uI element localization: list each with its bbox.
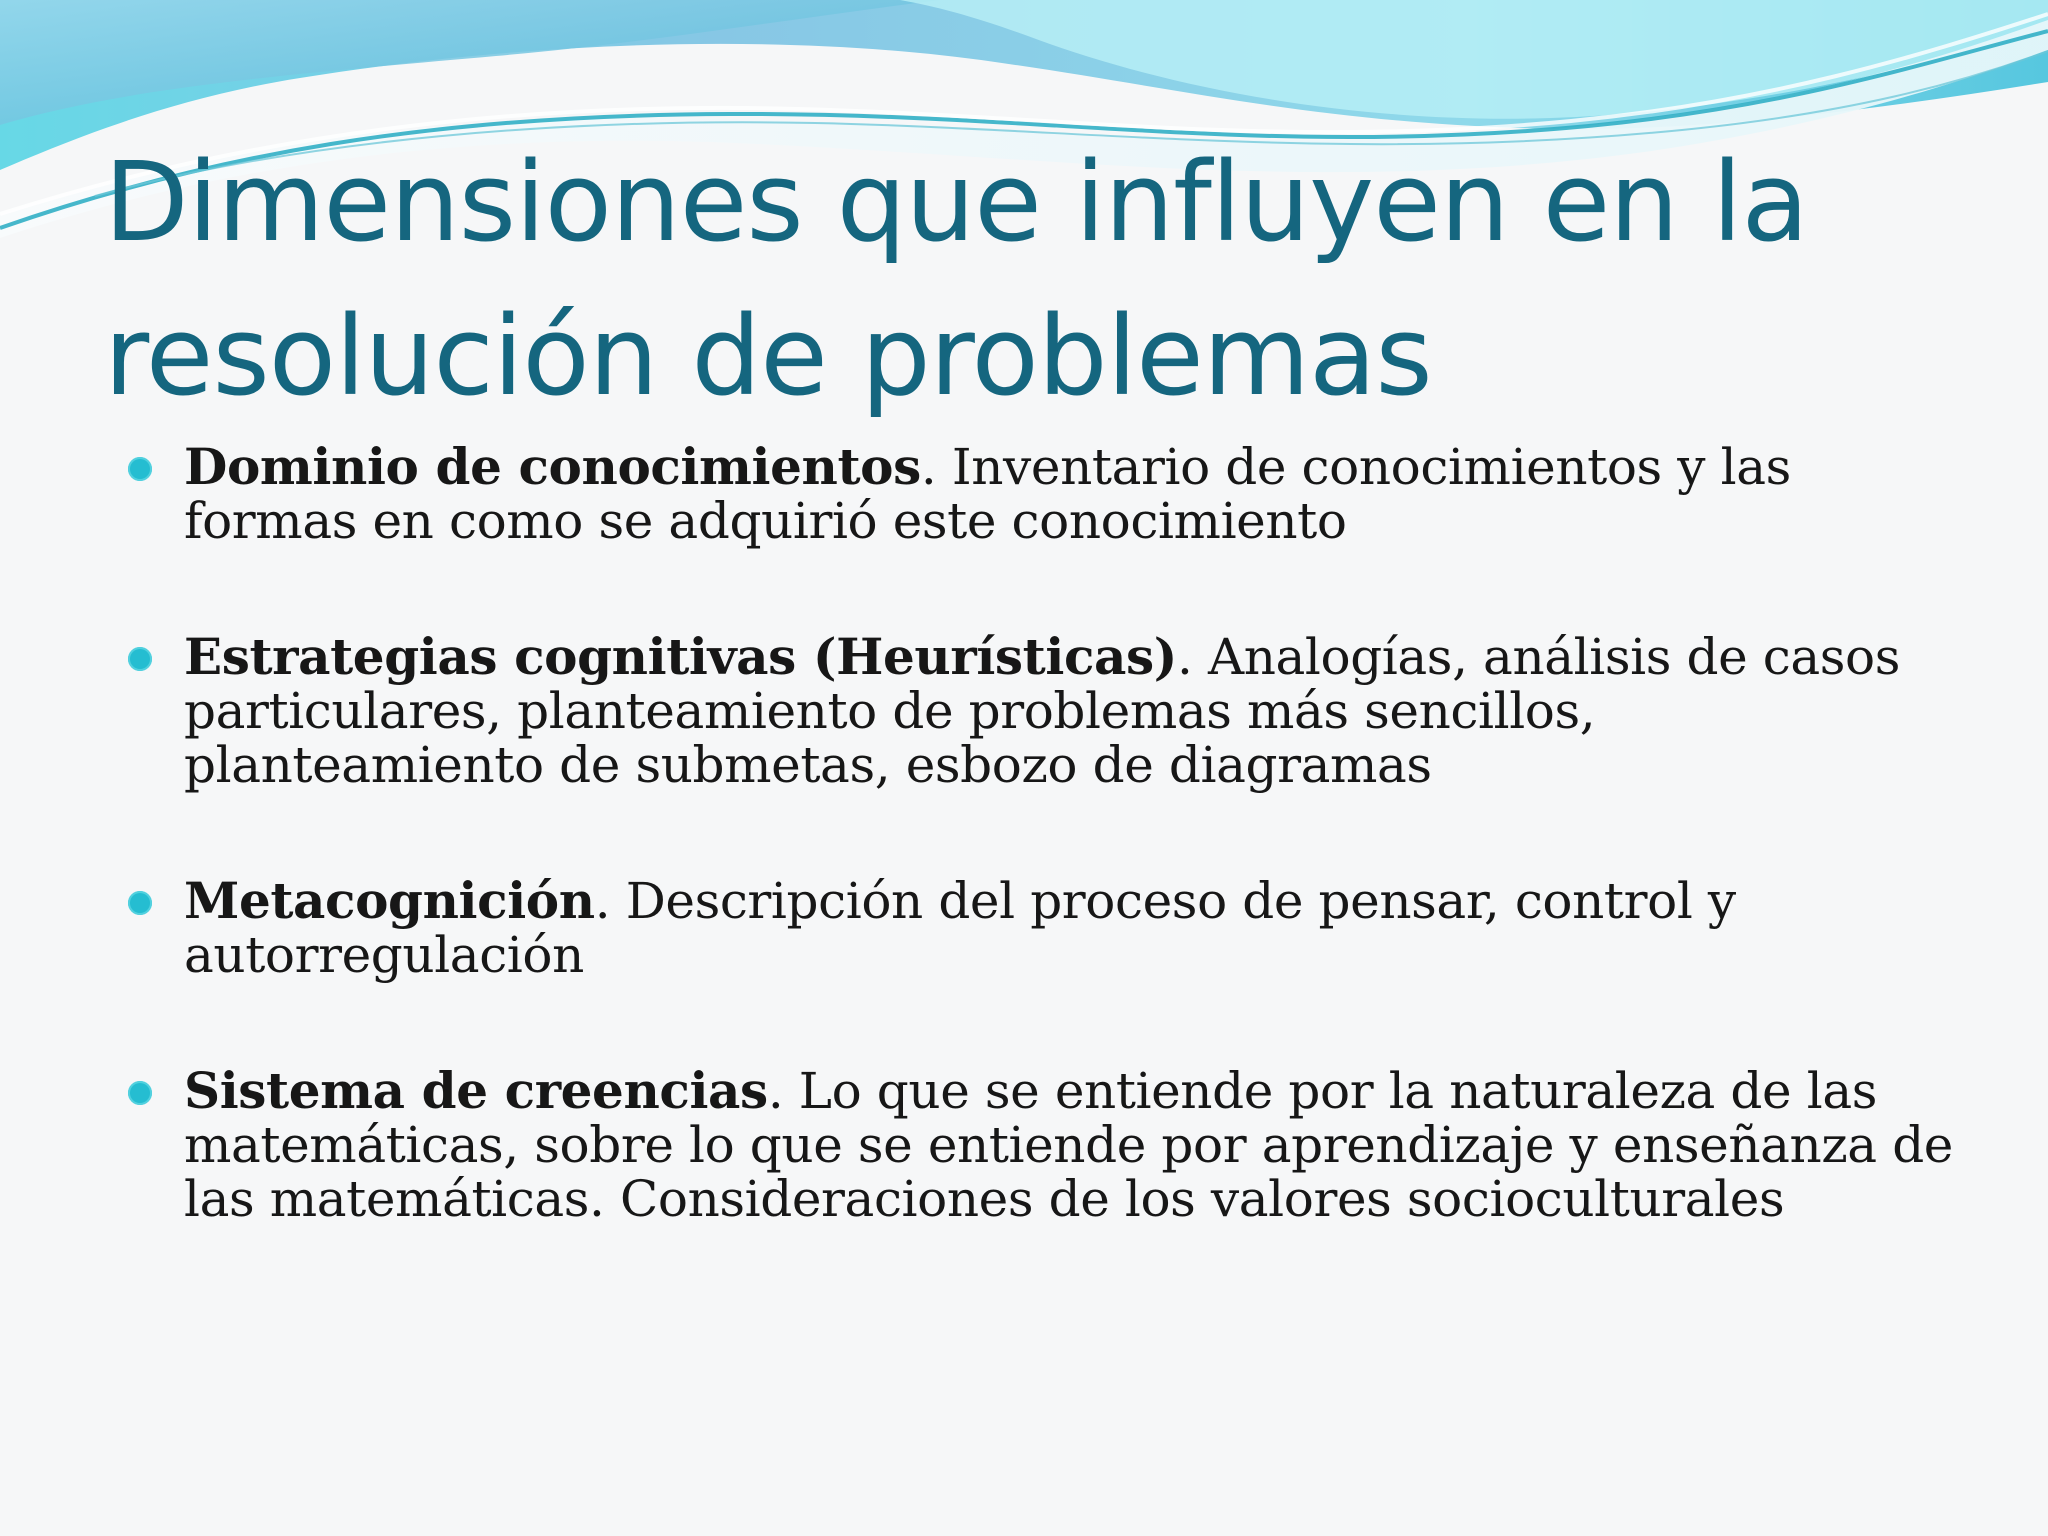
bullet-dot-icon (128, 647, 152, 671)
bullet-dominio-de-conocimientos (128, 437, 1958, 550)
bullet-estrategias-cognitivas (128, 627, 1958, 794)
bullet-description: . Descripción del proceso de pensar, control y autorregulación (184, 872, 1736, 984)
bullet-metacognicion (128, 871, 1958, 984)
bullet-term: Metacognición (184, 871, 595, 930)
bullet-term: Estrategias cognitivas (Heurísticas) (184, 627, 1177, 686)
bullet-dot-icon (128, 457, 152, 481)
bullet-term: Dominio de conocimientos (184, 437, 921, 496)
bullet-description: . Inventario de conocimientos y las formas en como se adquirió este conocimiento (184, 438, 1791, 550)
bullet-dot-icon (128, 1081, 152, 1105)
bullet-term: Sistema de creencias (184, 1061, 768, 1120)
bullet-sistema-de-creencias (128, 1061, 1958, 1228)
bullet-dot-icon (128, 891, 152, 915)
bullet-description: . Analogías, análisis de casos particulares, planteamiento de problemas más sencillos, planteamiento de submetas, esbozo de diagramas (184, 628, 1900, 794)
slide-title: Dimensiones que influyen en la resolución de problemas (104, 138, 1808, 420)
dimension-bullet-list (128, 437, 1958, 1228)
bullet-description: . Lo que se entiende por la naturaleza de las matemáticas, sobre lo que se entiende por aprendizaje y enseñanza de las matemáticas. Consideraciones de los valores socioculturales (184, 1062, 1953, 1228)
